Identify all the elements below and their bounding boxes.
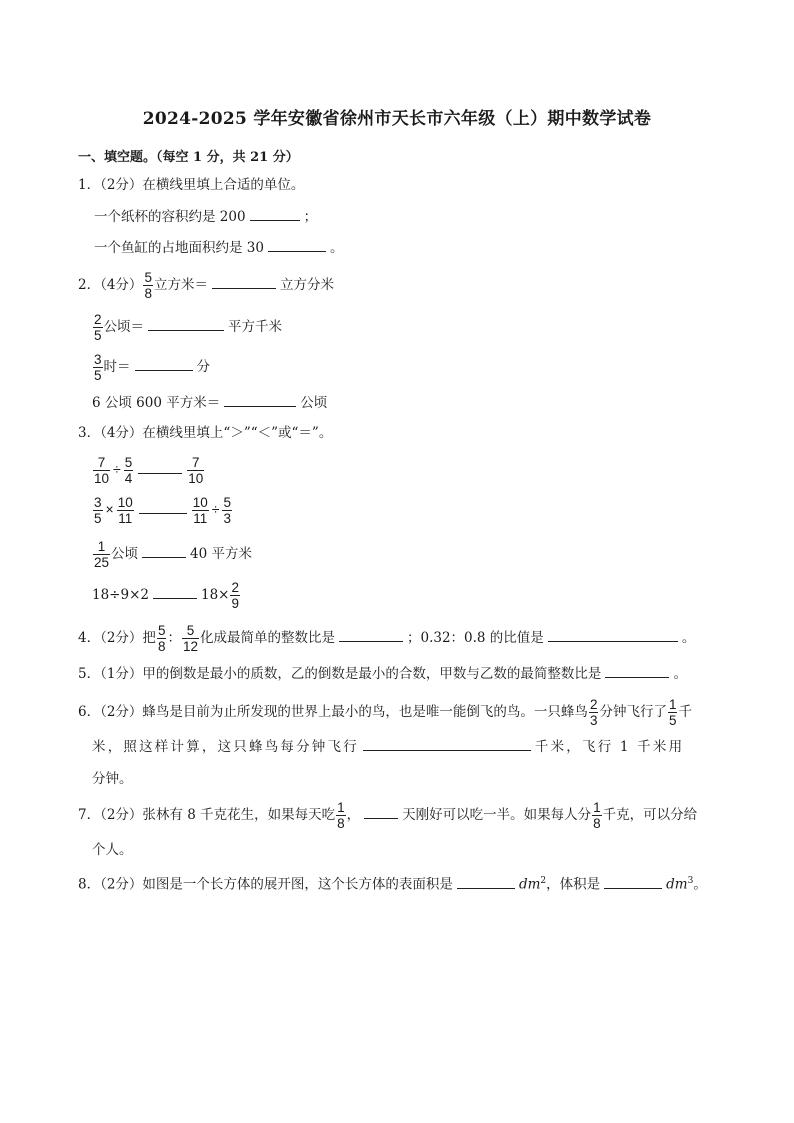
- unit-exponent: 2: [540, 876, 547, 886]
- q5-text: 。: [673, 666, 687, 682]
- page-title: 2024-2025 学年安徽省徐州市天长市六年级（上）期中数学试卷: [142, 109, 652, 129]
- fraction: $\frac{5}{8}$: [157, 623, 166, 654]
- q7-text: 天刚好可以吃一半。如果每人分: [402, 807, 592, 823]
- q2-text: 6 公顷 600 平方米＝: [92, 395, 221, 411]
- question-6-line-1: [78, 697, 692, 728]
- q3-expression: 18÷9×2: [92, 587, 149, 603]
- fraction: $\frac{1}{8}$: [593, 800, 601, 831]
- answer-blank[interactable]: [363, 736, 531, 751]
- fraction: $\frac{2}{9}$: [231, 580, 239, 611]
- fraction: $\frac{10}{11}$: [192, 495, 208, 526]
- question-1-line-1: [94, 206, 317, 227]
- fraction: $\frac{5}{8}$: [144, 270, 152, 301]
- q3-expression: 18×: [200, 587, 230, 603]
- question-6-line-2: [92, 736, 684, 757]
- answer-blank[interactable]: [457, 874, 515, 889]
- fraction: $\frac{10}{11}$: [117, 495, 133, 526]
- answer-blank[interactable]: [604, 874, 662, 889]
- question-7-line-1: [78, 800, 697, 831]
- q2-head: 2．（4分）: [78, 277, 143, 293]
- q7-text: 千克，可以分给: [602, 807, 698, 823]
- answer-blank[interactable]: [250, 206, 300, 221]
- q4-text: ：: [167, 630, 181, 646]
- answer-blank[interactable]: [153, 584, 197, 599]
- q6-text: 分钟。: [92, 771, 133, 787]
- q6-text: 千: [678, 704, 692, 720]
- q4-text: 化成最简单的整数比是: [199, 630, 335, 646]
- question-3-stem: 3．（4分）在横线里填上“＞”“＜”或“＝”。: [78, 425, 333, 441]
- answer-blank[interactable]: [339, 627, 403, 642]
- fraction: $\frac{1}{25}$: [94, 539, 110, 570]
- unit-dm: dm: [666, 876, 688, 893]
- question-1-line-2: [94, 237, 343, 258]
- q4-text: 。: [681, 630, 696, 646]
- q3-text: 公顷: [111, 546, 139, 562]
- q6-text: 米，照这样计算，这只蜂鸟每分钟飞行: [92, 739, 359, 755]
- question-2-line-2: [92, 312, 282, 343]
- fraction: $\frac{1}{8}$: [337, 800, 345, 831]
- question-6-line-3: [92, 768, 133, 789]
- q1-line2-text: 一个鱼缸的占地面积约是 30: [94, 240, 264, 256]
- q8-text: 。: [693, 876, 707, 893]
- fraction: $\frac{5}{3}$: [223, 495, 231, 526]
- question-2-line-4: [92, 392, 327, 413]
- answer-blank[interactable]: [148, 316, 224, 331]
- q1-line1-end: ；: [303, 209, 318, 225]
- question-2-line-3: [92, 352, 210, 383]
- question-3-row-2: [92, 495, 233, 526]
- q6-text: 分钟飞行了: [599, 704, 667, 720]
- fraction: $\frac{2}{5}$: [94, 312, 102, 343]
- question-3-row-4: [92, 580, 241, 611]
- fraction: $\frac{3}{5}$: [94, 352, 102, 383]
- q1-line1-text: 一个纸杯的容积约是 200: [94, 209, 246, 225]
- answer-blank[interactable]: [605, 663, 669, 678]
- answer-blank[interactable]: [139, 499, 187, 514]
- q5-text: 5．（1分）甲的倒数是最小的质数，乙的倒数是最小的合数，甲数与乙数的最简整数比是: [78, 666, 602, 682]
- q2-unit: 分: [196, 359, 211, 375]
- fraction: $\frac{5}{4}$: [124, 455, 133, 486]
- q7-text: 个人。: [92, 842, 133, 858]
- q2-unit: 立方分米: [279, 277, 334, 293]
- answer-blank[interactable]: [138, 459, 182, 474]
- q3-text: 40 平方米: [190, 546, 253, 562]
- answer-blank[interactable]: [548, 627, 678, 642]
- q7-text: ，: [346, 807, 361, 823]
- fraction: $\frac{2}{3}$: [589, 697, 598, 728]
- question-1-stem: 1．（2分）在横线里填上合适的单位。: [78, 177, 305, 193]
- answer-blank[interactable]: [135, 356, 193, 371]
- question-8: [78, 871, 707, 895]
- fraction: $\frac{5}{12}$: [182, 623, 198, 654]
- q4-text: 4．（2分）把: [78, 630, 156, 646]
- q1-line2-end: 。: [329, 240, 344, 256]
- fraction: $\frac{1}{5}$: [668, 697, 677, 728]
- q6-text: 6．（2分）蜂鸟是目前为止所发现的世界上最小的鸟，也是唯一能倒飞的鸟。一只蜂鸟: [78, 704, 588, 720]
- section-heading: 一、填空题。（每空 1 分，共 21 分）: [78, 150, 299, 165]
- question-2-line-1: [78, 270, 334, 301]
- answer-blank[interactable]: [212, 274, 276, 289]
- unit-dm: dm: [518, 876, 541, 893]
- operator: ÷: [211, 501, 220, 517]
- question-4: [78, 623, 695, 654]
- q7-text: 7．（2分）张林有 8 千克花生，如果每天吃: [78, 807, 336, 823]
- fraction: $\frac{3}{5}$: [94, 495, 102, 526]
- question-3-row-1: [92, 455, 205, 486]
- q6-text: 千米，飞行 1 千米用: [534, 739, 685, 755]
- question-7-line-2: [92, 840, 133, 860]
- q2-text: 公顷＝: [103, 319, 145, 335]
- question-5: [78, 663, 687, 684]
- q8-text: ，体积是: [546, 876, 601, 893]
- unit-exponent: 3: [687, 876, 694, 886]
- answer-blank[interactable]: [142, 543, 186, 558]
- fraction: $\frac{7}{10}$: [188, 455, 204, 486]
- answer-blank[interactable]: [224, 392, 296, 407]
- operator: ÷: [113, 461, 121, 477]
- operator: ×: [105, 501, 114, 517]
- q2-text: 时＝: [103, 359, 131, 375]
- q2-unit: 公顷: [300, 395, 328, 411]
- q2-text: 立方米＝: [153, 277, 208, 293]
- q8-text: 8．（2分）如图是一个长方体的展开图，这个长方体的表面积是: [78, 876, 453, 893]
- q2-unit: 平方千米: [228, 319, 283, 335]
- question-3-row-3: [92, 539, 252, 570]
- fraction: $\frac{7}{10}$: [94, 455, 110, 486]
- answer-blank[interactable]: [364, 804, 398, 819]
- answer-blank[interactable]: [268, 237, 326, 252]
- q4-text: ；0.32：0.8 的比值是: [406, 630, 544, 646]
